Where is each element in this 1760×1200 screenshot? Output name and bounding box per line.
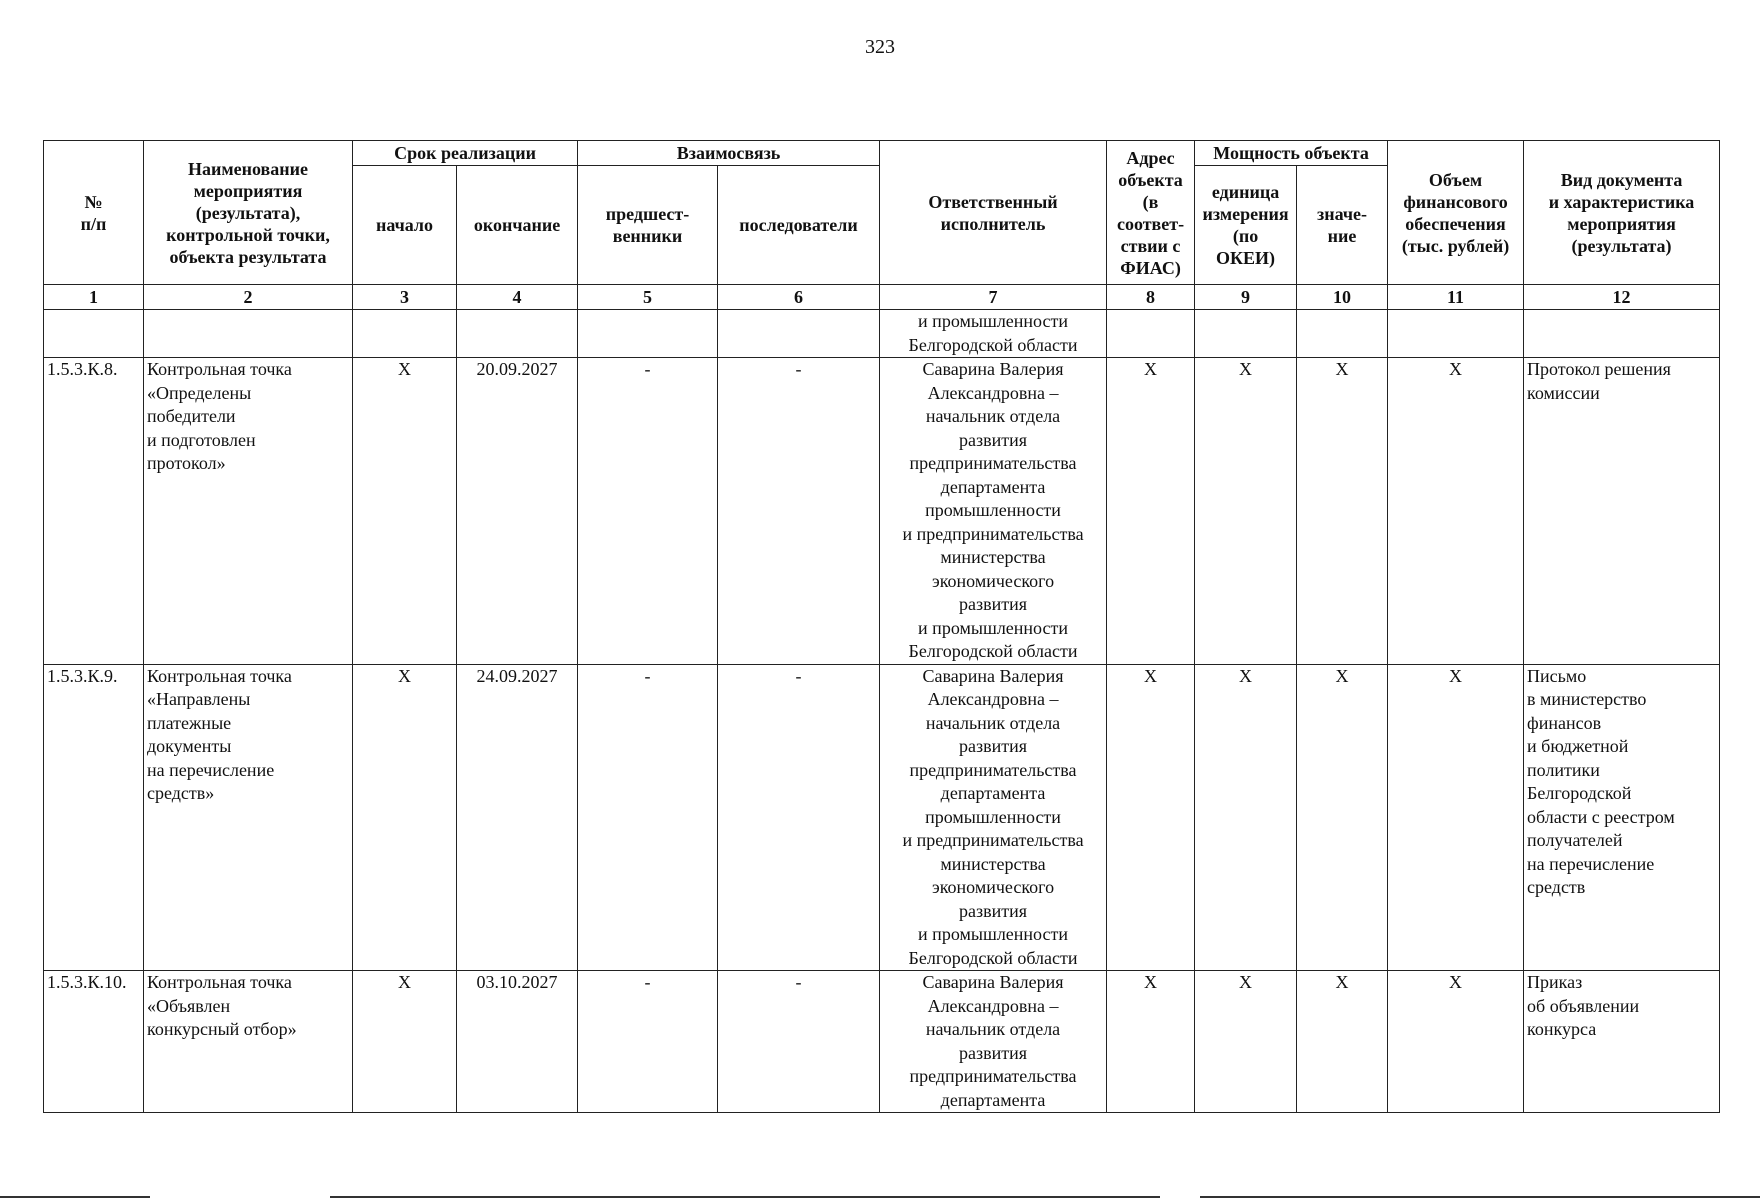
- text-line: «Направлены: [147, 689, 251, 709]
- row-event-name: [144, 358, 353, 665]
- row-number: 1.5.3.К.8.: [44, 358, 144, 665]
- column-number: 10: [1297, 285, 1388, 310]
- text-line: (результата),: [195, 202, 301, 223]
- row-event-name: [144, 664, 353, 971]
- text-line: и промышленности: [918, 617, 1068, 638]
- row-number: [44, 310, 144, 358]
- table-row: [44, 310, 1720, 358]
- text-line: ствии с: [1120, 235, 1181, 256]
- text-line: обеспечения: [1405, 213, 1506, 234]
- text-line: Контрольная точка: [147, 972, 292, 992]
- events-table: [43, 140, 1720, 1113]
- text-line: Ответственный: [928, 191, 1058, 212]
- text-line: окончание: [473, 215, 561, 235]
- row-address: X: [1107, 664, 1195, 971]
- text-line: контрольной точки,: [166, 224, 330, 245]
- bottom-rule-left: [0, 1196, 150, 1198]
- text-line: и характеристика: [1548, 191, 1695, 212]
- header-end: [457, 166, 578, 285]
- text-line: ние: [1327, 226, 1357, 246]
- text-line: Белгородской: [1527, 783, 1632, 803]
- header-responsible: [880, 141, 1107, 285]
- column-number: 2: [144, 285, 353, 310]
- column-number: 9: [1195, 285, 1297, 310]
- text-line: начало: [375, 215, 434, 235]
- text-line: предшест-: [605, 204, 690, 224]
- text-line: начальник отдела: [925, 712, 1061, 733]
- text-line: средств»: [147, 783, 215, 803]
- text-line: министерства: [940, 547, 1046, 567]
- text-line: ФИАС): [1120, 257, 1181, 278]
- column-number: 5: [578, 285, 718, 310]
- header-financing: [1388, 141, 1524, 285]
- text-line: (тыс. рублей): [1401, 235, 1510, 256]
- text-line: средств: [1527, 877, 1586, 897]
- text-line: и промышленности: [918, 311, 1068, 331]
- row-unit: [1195, 310, 1297, 358]
- text-line: (по: [1232, 226, 1259, 246]
- bottom-rule-right: [1200, 1196, 1760, 1198]
- text-line: Наименование: [188, 158, 308, 179]
- row-value: [1297, 310, 1388, 358]
- text-line: Саварина Валерия: [922, 972, 1064, 992]
- text-line: (в: [1142, 191, 1159, 212]
- row-value: X: [1297, 358, 1388, 665]
- row-predecessors: -: [578, 358, 718, 665]
- row-document: [1524, 358, 1720, 665]
- header-start: [353, 166, 457, 285]
- text-line: Александровна –: [927, 382, 1059, 403]
- text-line: последователи: [739, 215, 858, 235]
- text-line: об объявлении: [1527, 995, 1640, 1016]
- row-financing: [1388, 310, 1524, 358]
- text-line: министерства: [940, 853, 1046, 874]
- text-line: соответ-: [1116, 213, 1185, 234]
- text-line: №: [84, 191, 103, 212]
- text-line: развития: [959, 900, 1028, 921]
- text-line: единица: [1211, 182, 1280, 202]
- text-line: развития: [959, 429, 1028, 450]
- row-start: X: [353, 971, 457, 1113]
- text-line: финансового: [1403, 191, 1508, 212]
- row-end: 24.09.2027: [457, 664, 578, 971]
- text-line: мероприятия: [1567, 213, 1676, 234]
- column-number: 6: [718, 285, 880, 310]
- text-line: объекта: [1118, 169, 1183, 190]
- column-number: 4: [457, 285, 578, 310]
- text-line: Приказ: [1527, 972, 1583, 992]
- text-line: области с реестром: [1527, 806, 1675, 827]
- row-responsible: [880, 310, 1107, 358]
- header-row-groups: [44, 141, 1720, 166]
- column-number: 7: [880, 285, 1107, 310]
- text-line: Белгородской области: [908, 641, 1078, 661]
- text-line: измерения: [1202, 204, 1289, 224]
- text-line: Вид документа: [1560, 169, 1683, 190]
- text-line: конкурса: [1527, 1019, 1597, 1039]
- row-event-name: [144, 971, 353, 1113]
- text-line: Саварина Валерия: [922, 359, 1064, 379]
- text-line: промышленности: [925, 806, 1061, 827]
- text-line: Адрес: [1126, 147, 1175, 168]
- row-end: 03.10.2027: [457, 971, 578, 1113]
- text-line: политики: [1527, 759, 1600, 780]
- text-line: конкурсный отбор»: [147, 1019, 297, 1039]
- row-number: 1.5.3.К.10.: [44, 971, 144, 1113]
- row-financing: X: [1388, 971, 1524, 1113]
- row-start: [353, 310, 457, 358]
- text-line: развития: [959, 736, 1028, 756]
- row-predecessors: -: [578, 664, 718, 971]
- header-predecessors: [578, 166, 718, 285]
- column-number: 1: [44, 285, 144, 310]
- row-value: X: [1297, 971, 1388, 1113]
- row-end: 20.09.2027: [457, 358, 578, 665]
- text-line: протокол»: [147, 453, 226, 473]
- text-line: Контрольная точка: [147, 359, 292, 379]
- row-predecessors: [578, 310, 718, 358]
- text-line: платежные: [147, 712, 232, 733]
- text-line: экономического: [931, 570, 1055, 591]
- text-line: и предпринимательства: [902, 523, 1084, 544]
- row-successors: [718, 310, 880, 358]
- text-line: документы: [147, 736, 232, 756]
- row-document: [1524, 664, 1720, 971]
- row-event-name: [144, 310, 353, 358]
- header-number: [44, 141, 144, 285]
- text-line: п/п: [80, 213, 107, 234]
- column-number: 8: [1107, 285, 1195, 310]
- row-number: 1.5.3.К.9.: [44, 664, 144, 971]
- page-number: 323: [865, 36, 895, 58]
- row-unit: X: [1195, 971, 1297, 1113]
- text-line: и промышленности: [918, 924, 1068, 944]
- row-unit: X: [1195, 358, 1297, 665]
- row-predecessors: -: [578, 971, 718, 1113]
- text-line: финансов: [1527, 712, 1602, 733]
- text-line: Объем: [1428, 169, 1483, 190]
- header-address: [1107, 141, 1195, 285]
- row-successors: -: [718, 664, 880, 971]
- text-line: венники: [612, 226, 683, 246]
- row-start: X: [353, 664, 457, 971]
- row-responsible: [880, 664, 1107, 971]
- row-address: X: [1107, 971, 1195, 1113]
- header-successors: [718, 166, 880, 285]
- row-successors: -: [718, 971, 880, 1113]
- row-responsible: [880, 971, 1107, 1113]
- text-line: предпринимательства: [909, 1066, 1077, 1086]
- table-row: [44, 358, 1720, 665]
- header-row-numbers: [44, 285, 1720, 310]
- text-line: «Объявлен: [147, 995, 231, 1016]
- text-line: и бюджетной: [1527, 736, 1629, 756]
- row-address: [1107, 310, 1195, 358]
- text-line: начальник отдела: [925, 1019, 1061, 1039]
- row-responsible: [880, 358, 1107, 665]
- column-number: 11: [1388, 285, 1524, 310]
- row-unit: X: [1195, 664, 1297, 971]
- header-unit: [1195, 166, 1297, 285]
- column-number: 3: [353, 285, 457, 310]
- text-line: в министерство: [1527, 689, 1647, 709]
- text-line: начальник отдела: [925, 406, 1061, 426]
- text-line: предпринимательства: [909, 453, 1077, 473]
- text-line: Саварина Валерия: [922, 665, 1064, 686]
- table-row: [44, 971, 1720, 1113]
- text-line: департамента: [940, 1089, 1046, 1110]
- header-group-term: Срок реализации: [353, 141, 578, 166]
- text-line: на перечисление: [147, 759, 275, 780]
- text-line: победители: [147, 406, 236, 426]
- text-line: и подготовлен: [147, 429, 256, 450]
- text-line: Александровна –: [927, 995, 1059, 1016]
- text-line: развития: [959, 1042, 1028, 1063]
- text-line: и предпринимательства: [902, 830, 1084, 850]
- text-line: объекта результата: [169, 246, 327, 267]
- text-line: департамента: [940, 783, 1046, 803]
- header-group-capacity: Мощность объекта: [1195, 141, 1388, 166]
- text-line: комиссии: [1527, 382, 1600, 403]
- text-line: департамента: [940, 476, 1046, 497]
- text-line: предпринимательства: [909, 759, 1077, 780]
- text-line: Белгородской области: [908, 334, 1078, 355]
- row-address: X: [1107, 358, 1195, 665]
- text-line: Письмо: [1527, 665, 1587, 686]
- text-line: ОКЕИ): [1216, 248, 1276, 268]
- text-line: промышленности: [925, 500, 1061, 520]
- header-value: [1297, 166, 1388, 285]
- text-line: мероприятия: [193, 180, 303, 201]
- row-financing: X: [1388, 358, 1524, 665]
- text-line: развития: [959, 594, 1028, 614]
- text-line: экономического: [931, 877, 1055, 897]
- text-line: (результата): [1571, 235, 1672, 256]
- row-start: X: [353, 358, 457, 665]
- text-line: Белгородской области: [908, 947, 1078, 968]
- header-document-type: [1524, 141, 1720, 285]
- header-group-link: Взаимосвязь: [578, 141, 880, 166]
- text-line: Контрольная точка: [147, 665, 292, 686]
- column-number: 12: [1524, 285, 1720, 310]
- header-event-name: [144, 141, 353, 285]
- text-line: на перечисление: [1527, 853, 1655, 874]
- text-line: исполнитель: [940, 213, 1046, 234]
- row-value: X: [1297, 664, 1388, 971]
- table-row: [44, 664, 1720, 971]
- text-line: получателей: [1527, 830, 1623, 850]
- text-line: Протокол решения: [1527, 359, 1671, 379]
- text-line: значе-: [1317, 204, 1368, 224]
- text-line: «Определены: [147, 382, 252, 403]
- row-document: [1524, 971, 1720, 1113]
- row-financing: X: [1388, 664, 1524, 971]
- text-line: Александровна –: [927, 689, 1059, 709]
- row-document: [1524, 310, 1720, 358]
- row-successors: -: [718, 358, 880, 665]
- bottom-rule-middle: [330, 1196, 1160, 1198]
- row-end: [457, 310, 578, 358]
